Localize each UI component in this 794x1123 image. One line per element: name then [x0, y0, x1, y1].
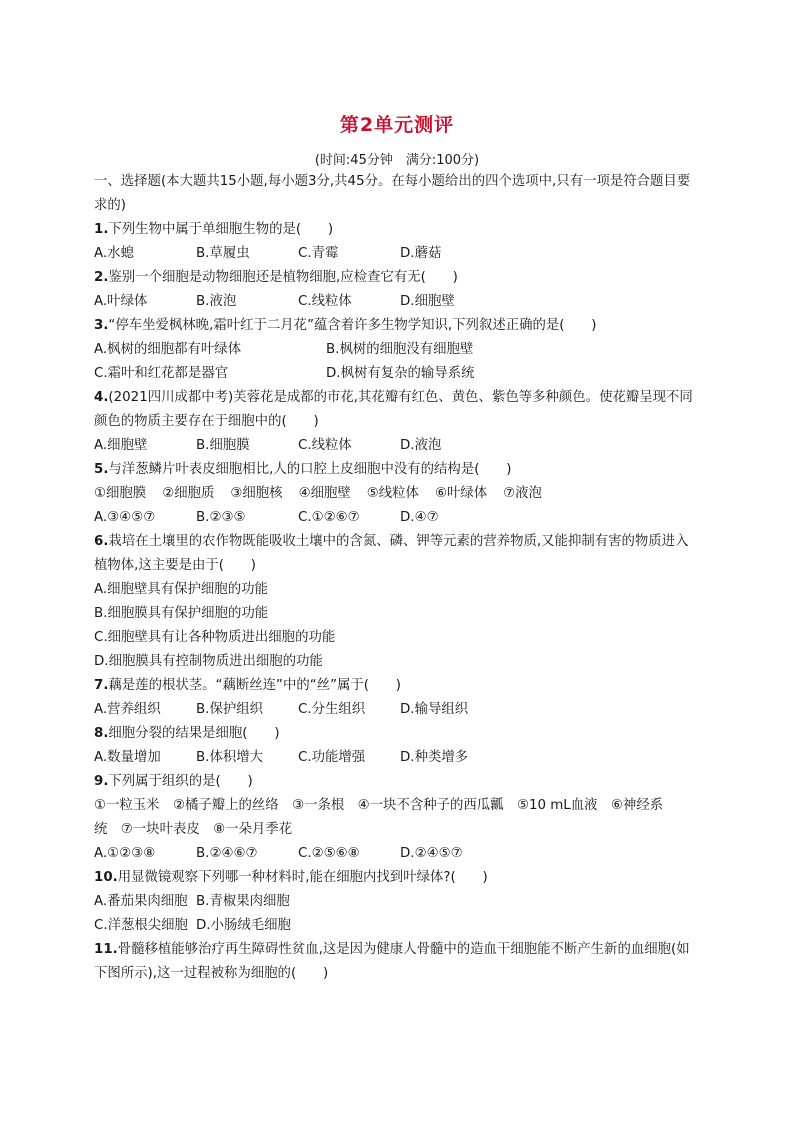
- question-number: 1.: [94, 222, 109, 237]
- question-7: [94, 674, 698, 698]
- option-b: B.②④⑥⑦: [196, 846, 258, 861]
- question-text: 骨髓移植能够治疗再生障碍性贫血,这是因为健康人骨髓中的造血干细胞能不断产生新的血细胞(如下图所示),这一过程被称为细胞的( ): [94, 942, 690, 981]
- option-d: D.④⑦: [400, 510, 439, 525]
- structure-item: ⑦液泡: [503, 486, 542, 501]
- option-c: C.①②⑥⑦: [298, 510, 360, 525]
- question-6: [94, 530, 698, 578]
- options-7: [94, 698, 698, 722]
- structure-item: ⑤线粒体: [366, 486, 419, 501]
- question-2: [94, 266, 698, 290]
- question-text: 藕是莲的根状茎。“藕断丝连”中的“丝”属于( ): [108, 678, 402, 693]
- question-text: 栽培在土壤里的农作物既能吸收土壤中的含氮、磷、钾等元素的营养物质,又能抑制有害的物质进入植物体,这主要是由于( ): [94, 534, 689, 573]
- option-a: A.③④⑤⑦: [94, 510, 156, 525]
- option-c: C.②⑤⑥⑧: [298, 846, 360, 861]
- option-d: D.细胞膜具有控制物质进出细胞的功能: [94, 654, 323, 669]
- option-d: D.细胞壁: [400, 294, 455, 309]
- option-a: A.数量增加: [94, 750, 161, 765]
- structure-item: ③细胞核: [230, 486, 283, 501]
- option-d: D.种类增多: [400, 750, 469, 765]
- option-d: D.输导组织: [400, 702, 469, 717]
- structure-item: ②细胞质: [162, 486, 215, 501]
- option-d: D.枫树有复杂的输导系统: [326, 366, 475, 381]
- question-number: 11.: [94, 942, 118, 957]
- option-c: C.霜叶和红花都是器官: [94, 366, 229, 381]
- question-9: [94, 770, 698, 794]
- option-b: B.细胞膜具有保护细胞的功能: [94, 606, 269, 621]
- option-a: A.叶绿体: [94, 294, 148, 309]
- option-a: A.番茄果肉细胞: [94, 894, 188, 909]
- question-text: 下列属于组织的是( ): [108, 774, 253, 789]
- question-list: [94, 170, 698, 986]
- option-b: B.液泡: [196, 294, 237, 309]
- options-3b: [94, 362, 698, 386]
- question-text: 与洋葱鳞片叶表皮细胞相比,人的口腔上皮细胞中没有的结构是( ): [108, 462, 512, 477]
- question-3: [94, 314, 698, 338]
- option-d: D.小肠绒毛细胞: [196, 918, 291, 933]
- option-d: D.蘑菇: [400, 246, 442, 261]
- option-c: C.青霉: [298, 246, 339, 261]
- option-b: B.枫树的细胞没有细胞壁: [326, 342, 474, 357]
- option-b: B.青椒果肉细胞: [196, 894, 290, 909]
- option-a: A.枫树的细胞都有叶绿体: [94, 342, 242, 357]
- option-c: C.功能增强: [298, 750, 366, 765]
- options-8: [94, 746, 698, 770]
- question-text: (2021四川成都中考)芙蓉花是成都的市花,其花瓣有红色、黄色、紫色等多种颜色。使花瓣呈现不同颜色的物质主要存在于细胞中的( ): [94, 390, 693, 429]
- options-4: [94, 434, 698, 458]
- question-10: [94, 866, 698, 890]
- option-c: C.线粒体: [298, 294, 352, 309]
- structure-list-9-cont: 统 ⑦一块叶表皮 ⑧一朵月季花: [94, 822, 293, 837]
- option-c: C.洋葱根尖细胞: [94, 918, 188, 933]
- question-number: 5.: [94, 462, 109, 477]
- structure-list-5: [94, 482, 698, 506]
- question-number: 2.: [94, 270, 109, 285]
- question-number: 6.: [94, 534, 109, 549]
- option-d: D.②④⑤⑦: [400, 846, 463, 861]
- option-a: A.①②③⑧: [94, 846, 156, 861]
- option-c: C.分生组织: [298, 702, 366, 717]
- option-b: B.草履虫: [196, 246, 250, 261]
- option-a: A.细胞壁: [94, 438, 148, 453]
- option-b: B.②③⑤: [196, 510, 246, 525]
- question-text: 下列生物中属于单细胞生物的是( ): [108, 222, 334, 237]
- structure-item: ⑥叶绿体: [434, 486, 488, 501]
- question-text: 细胞分裂的结果是细胞( ): [108, 726, 280, 741]
- question-number: 3.: [94, 318, 109, 333]
- option-a: A.细胞壁具有保护细胞的功能: [94, 582, 268, 597]
- question-number: 10.: [94, 870, 118, 885]
- question-number: 7.: [94, 678, 109, 693]
- structure-item: ④细胞壁: [298, 486, 351, 501]
- structure-item: ①细胞膜: [94, 486, 147, 501]
- option-a: A.水螅: [94, 246, 134, 261]
- option-a: A.营养组织: [94, 702, 161, 717]
- question-8: [94, 722, 698, 746]
- question-1: [94, 218, 698, 242]
- option-b: B.细胞膜: [196, 438, 250, 453]
- options-3a: [94, 338, 698, 362]
- exam-meta: (时间:45分钟 满分:100分): [314, 153, 480, 168]
- option-b: B.体积增大: [196, 750, 264, 765]
- question-number: 9.: [94, 774, 109, 789]
- option-c: C.细胞壁具有让各种物质进出细胞的功能: [94, 630, 336, 645]
- question-text: 鉴别一个细胞是动物细胞还是植物细胞,应检查它有无( ): [108, 270, 458, 285]
- option-b: B.保护组织: [196, 702, 264, 717]
- question-text: 用显微镜观察下列哪一种材料时,能在细胞内找到叶绿体?( ): [117, 870, 488, 885]
- options-5: [94, 506, 698, 530]
- options-9: [94, 842, 698, 866]
- question-text: “停车坐爱枫林晚,霜叶红于二月花”蕴含着许多生物学知识,下列叙述正确的是( ): [108, 318, 597, 333]
- question-number: 8.: [94, 726, 109, 741]
- page-title: 第2单元测评: [339, 114, 455, 136]
- question-5: [94, 458, 698, 482]
- options-1: [94, 242, 698, 266]
- structure-list-9: ①一粒玉米 ②橘子瓣上的丝络 ③一条根 ④一块不含种子的西瓜瓤 ⑤10 mL血液 ⑥神经系: [94, 798, 664, 813]
- section-header: 一、选择题(本大题共15小题,每小题3分,共45分。在每小题给出的四个选项中,只有一项是符合题目要求的): [94, 174, 691, 213]
- options-2: [94, 290, 698, 314]
- question-number: 4.: [94, 390, 109, 405]
- options-10b: [94, 914, 698, 938]
- question-11: [94, 938, 698, 986]
- option-d: D.液泡: [400, 438, 442, 453]
- option-c: C.线粒体: [298, 438, 352, 453]
- options-10a: [94, 890, 698, 914]
- question-4: [94, 386, 698, 434]
